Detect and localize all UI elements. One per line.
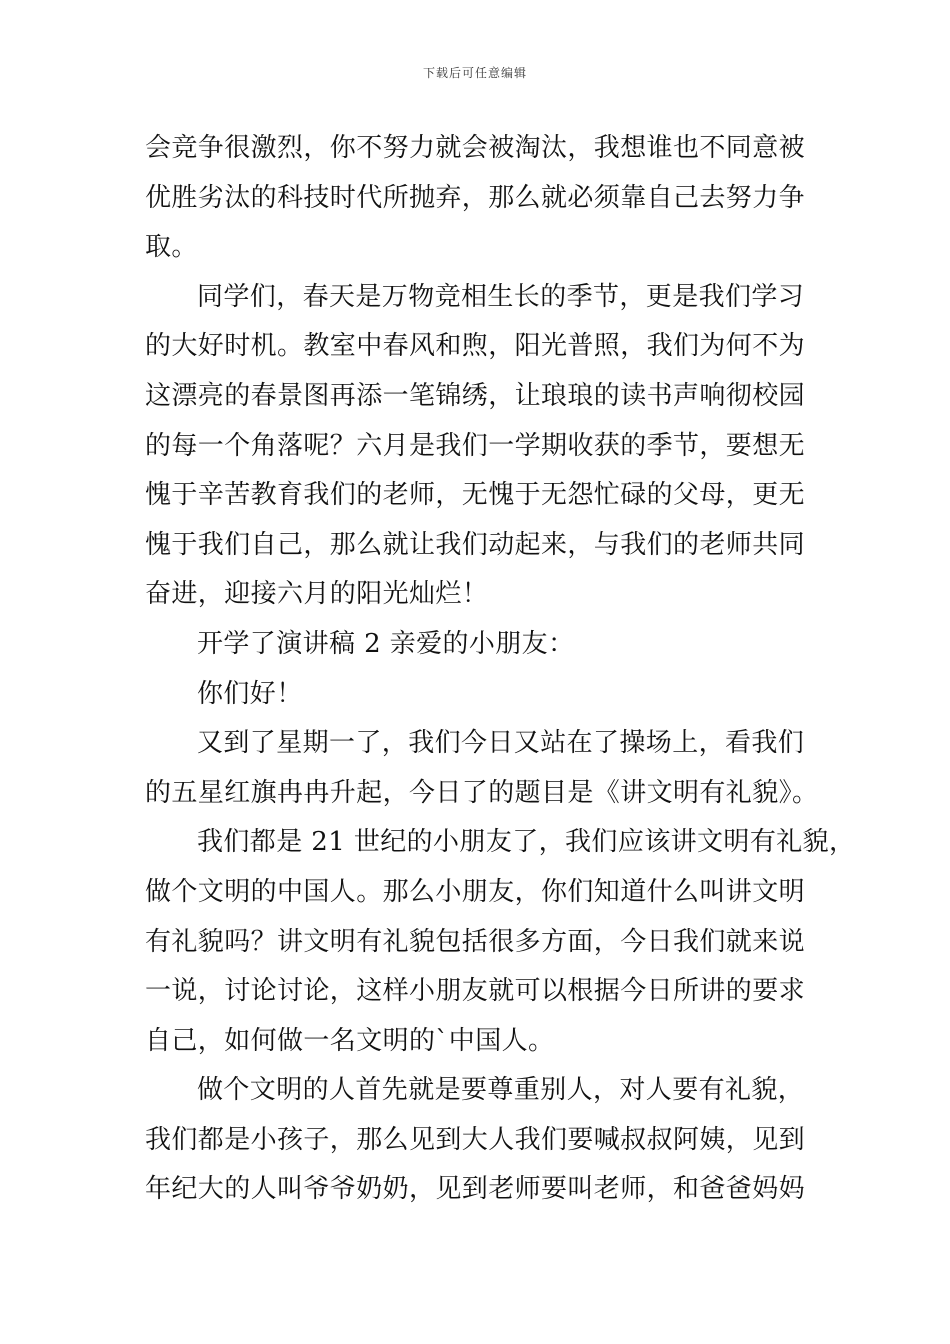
text-line: 你们好！ [197, 678, 303, 709]
header-note: 下载后可任意编辑 [422, 66, 527, 80]
text-line: 愧于我们自己，那么就让我们动起来，与我们的老师共同 [145, 529, 806, 560]
paragraph [145, 818, 856, 1066]
text-line: 年纪大的人叫爷爷奶奶，见到老师要叫老师，和爸爸妈妈 [145, 1174, 806, 1205]
text-line: 取。 [145, 232, 198, 263]
text-line: 的五星红旗冉冉升起，今日了的题目是《讲文明有礼貌》。 [145, 777, 819, 808]
paragraph [145, 620, 813, 670]
paragraph [145, 124, 813, 273]
text-line: 愧于辛苦教育我们的老师，无愧于无怨忙碌的父母，更无 [145, 480, 806, 511]
paragraph [145, 1066, 813, 1215]
text-line: 又到了星期一了，我们今日又站在了操场上，看我们 [197, 728, 805, 759]
text-line: 这漂亮的春景图再添一笔锦绣，让琅琅的读书声响彻校园 [145, 380, 806, 411]
paragraph [145, 273, 813, 620]
text-line: 开学了演讲稿 2 亲爱的小朋友： [197, 628, 575, 659]
text-line: 会竞争很激烈，你不努力就会被淘汰，我想谁也不同意被 [145, 133, 806, 163]
text-line: 同学们，春天是万物竞相生长的季节，更是我们学习 [197, 281, 805, 312]
text-line: 优胜劣汰的科技时代所抛弃，那么就必须靠自己去努力争 [145, 182, 806, 213]
text-line: 有礼貌吗？讲文明有礼貌包括很多方面，今日我们就来说 [145, 926, 806, 957]
text-line: 一说，讨论讨论，这样小朋友就可以根据今日所讲的要求 [145, 976, 806, 1007]
document-body [145, 124, 856, 1215]
text-line: 自己，如何做一名文明的`中国人。 [145, 1025, 555, 1056]
text-line: 我们都是小孩子，那么见到大人我们要喊叔叔阿姨，见到 [145, 1124, 806, 1155]
text-line: 奋进，迎接六月的阳光灿烂！ [145, 579, 489, 610]
paragraph [145, 670, 813, 720]
text-line: 做个文明的人首先就是要尊重别人，对人要有礼貌， [197, 1075, 805, 1106]
text-line: 的每一个角落呢？六月是我们一学期收获的季节，要想无 [145, 430, 806, 461]
text-line: 的大好时机。教室中春风和煦，阳光普照，我们为何不为 [145, 331, 806, 362]
paragraph [145, 719, 819, 818]
text-line: 做个文明的中国人。那么小朋友，你们知道什么叫讲文明 [145, 876, 806, 907]
text-line: 我们都是 21 世纪的小朋友了，我们应该讲文明有礼貌， [197, 827, 856, 858]
